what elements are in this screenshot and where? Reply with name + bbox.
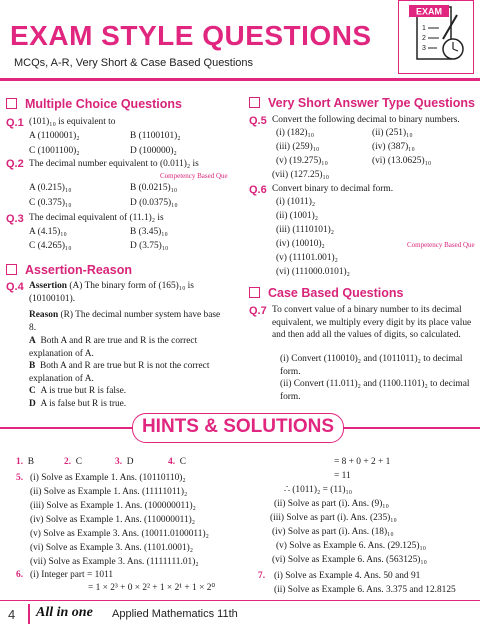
q6-number: Q.6 <box>249 184 267 196</box>
q7-part-i: (i) Convert (110010)₂ and (1011011)₂ to decimal form. <box>280 354 463 377</box>
footer-separator <box>28 604 30 624</box>
q3-number: Q.3 <box>6 213 24 225</box>
q6-item-i: (i) (1011)₂ <box>276 197 316 207</box>
solution-6-v: (v) Solve as Example 6. Ans. (29.125)₁₀ <box>276 541 427 551</box>
q5-item-vii: (vii) (127.25)₁₀ <box>272 170 330 180</box>
q3-text: The decimal equivalent of (11.1)₂ is <box>29 213 164 223</box>
solution-5-number: 5. <box>16 473 24 483</box>
q6-competency-tag: Competency Based Que <box>407 241 475 249</box>
q7-part-ii: (ii) Convert (11.011)₂ and (1100.1101)₂ to decimal form. <box>280 379 470 402</box>
solution-7-i: (i) Solve as Example 4. Ans. 50 and 91 <box>274 571 421 581</box>
page-title: EXAM STYLE QUESTIONS <box>10 20 372 51</box>
answer-1: 1. B <box>16 457 34 467</box>
answer-2: 2. C <box>64 457 82 467</box>
q3-option-a: A (4.15)₁₀ <box>29 227 67 237</box>
solution-5-ii: (ii) Solve as Example 1. Ans. (11111011)₂ <box>30 487 188 497</box>
solution-5-iii: (iii) Solve as Example 1. Ans. (100000011)₂ <box>30 501 196 511</box>
q5-item-i: (i) (182)₁₀ <box>276 128 315 138</box>
q5-item-v: (v) (19.275)₁₀ <box>276 156 328 166</box>
solution-6-iv: (iv) Solve as part (i). Ans. (18)₁₀ <box>272 527 394 537</box>
q2-option-b: B (0.0215)₁₀ <box>130 183 178 193</box>
q6-item-vi: (vi) (111000.0101)₂ <box>276 267 350 277</box>
q3-option-c: C (4.265)₁₀ <box>29 241 72 251</box>
book-title: Applied Mathematics 11th <box>112 608 238 620</box>
solution-6-ii: (ii) Solve as part (i). Ans. (9)₁₀ <box>274 499 389 509</box>
q5-text: Convert the following decimal to binary numbers. <box>272 115 460 125</box>
svg-text:2: 2 <box>422 35 426 42</box>
ar-heading: Assertion-Reason <box>6 263 132 277</box>
q2-number: Q.2 <box>6 158 24 170</box>
page-subtitle: MCQs, A-R, Very Short & Case Based Questions <box>14 57 254 69</box>
q1-number: Q.1 <box>6 117 24 129</box>
q4-option-c: C A is true but R is false. <box>29 386 127 396</box>
q6-text: Convert binary to decimal form. <box>272 184 394 194</box>
solution-6-equation: = 1 × 2³ + 0 × 2² + 1 × 2¹ + 1 × 2⁰ <box>88 583 216 593</box>
q2-option-c: C (0.375)₁₀ <box>29 198 72 208</box>
q4-reason: Reason (R) The decimal number system have base 8. <box>29 310 221 333</box>
q6-item-iv: (iv) (10010)₂ <box>276 239 325 249</box>
answer-3: 3. D <box>115 457 134 467</box>
mcq-heading: Multiple Choice Questions <box>6 97 182 111</box>
q5-number: Q.5 <box>249 115 267 127</box>
q5-item-ii: (ii) (251)₁₀ <box>372 128 413 138</box>
q2-text: The decimal number equivalent to (0.011)₂ is <box>29 159 199 169</box>
q3-option-d: D (3.75)₁₀ <box>130 241 169 251</box>
q3-option-b: B (3.45)₁₀ <box>130 227 168 237</box>
q5-item-iv: (iv) (387)₁₀ <box>372 142 415 152</box>
solution-6-iii: (iii) Solve as part (i). Ans. (235)₁₀ <box>270 513 397 523</box>
vsa-heading: Very Short Answer Type Questions <box>249 96 475 110</box>
brand-logo: All in one <box>36 605 93 620</box>
q2-competency-tag: Competency Based Que <box>160 172 228 180</box>
q1-option-c: C (1001100)₂ <box>29 146 80 156</box>
hints-heading: HINTS & SOLUTIONS <box>141 416 335 437</box>
q6-item-iii: (iii) (1110101)₂ <box>276 225 335 235</box>
q4-option-a: A Both A and R are true and R is the correct explanation of A. <box>29 336 198 359</box>
svg-text:1: 1 <box>422 25 426 32</box>
q2-option-a: A (0.215)₁₀ <box>29 183 72 193</box>
q4-assertion: Assertion (A) The binary form of (165)₁₀ is (10100101). <box>29 281 194 304</box>
svg-text:EXAM: EXAM <box>415 6 443 17</box>
footer-divider <box>0 600 480 601</box>
solution-5-vii: (vii) Solve as Example 3. Ans. (1111111.01)₂ <box>30 557 199 567</box>
solution-7-ii: (ii) Solve as Example 6. Ans. 3.375 and 12.8125 <box>274 585 456 595</box>
solution-6-result: ∴ (1011)₂ = (11)₁₀ <box>284 485 353 495</box>
page-number: 4 <box>8 607 16 622</box>
q7-number: Q.7 <box>249 305 267 317</box>
q4-option-d: D A is false but R is true. <box>29 399 127 409</box>
solution-6-step-1: = 8 + 0 + 2 + 1 <box>334 457 391 467</box>
q2-option-d: D (0.0375)₁₀ <box>130 198 178 208</box>
q1-option-a: A (1100001)₂ <box>29 131 80 141</box>
q7-text: To convert value of a binary number to its decimal equivalent, we multiply every digit by its place value and then add all the values of digits, so calculated. <box>272 305 472 340</box>
q1-text: (101)₁₀ is equivalent to <box>29 117 116 127</box>
header-divider <box>0 78 480 81</box>
solution-6-vi: (vi) Solve as Example 6. Ans. (563125)₁₀ <box>272 555 427 565</box>
solution-6-i: (i) Integer part = 1011 <box>30 570 114 580</box>
q5-item-vi: (vi) (13.0625)₁₀ <box>372 156 432 166</box>
solution-5-v: (v) Solve as Example 3. Ans. (10011.0100011)₂ <box>30 529 209 539</box>
solution-7-number: 7. <box>258 571 266 581</box>
exam-icon <box>398 0 474 74</box>
q1-option-d: D (100000)₂ <box>130 146 177 156</box>
svg-text:3: 3 <box>422 45 426 52</box>
q4-number: Q.4 <box>6 281 24 293</box>
solution-5-i: (i) Solve as Example 1. Ans. (10110110)₂ <box>30 473 186 483</box>
answer-4: 4. C <box>168 457 186 467</box>
q6-item-ii: (ii) (1001)₂ <box>276 211 319 221</box>
solution-5-vi: (vi) Solve as Example 3. Ans. (1101.0001)₂ <box>30 543 194 553</box>
solution-6-number: 6. <box>16 570 24 580</box>
case-heading: Case Based Questions <box>249 286 403 300</box>
q4-option-b: B Both A and R are true but R is not the correct explanation of A. <box>29 361 210 384</box>
q5-item-iii: (iii) (259)₁₀ <box>276 142 320 152</box>
solution-5-iv: (iv) Solve as Example 1. Ans. (110000011)₂ <box>30 515 196 525</box>
solution-6-step-2: = 11 <box>334 471 351 481</box>
q1-option-b: B (1100101)₂ <box>130 131 181 141</box>
q6-item-v: (v) (11101.001)₂ <box>276 253 338 263</box>
